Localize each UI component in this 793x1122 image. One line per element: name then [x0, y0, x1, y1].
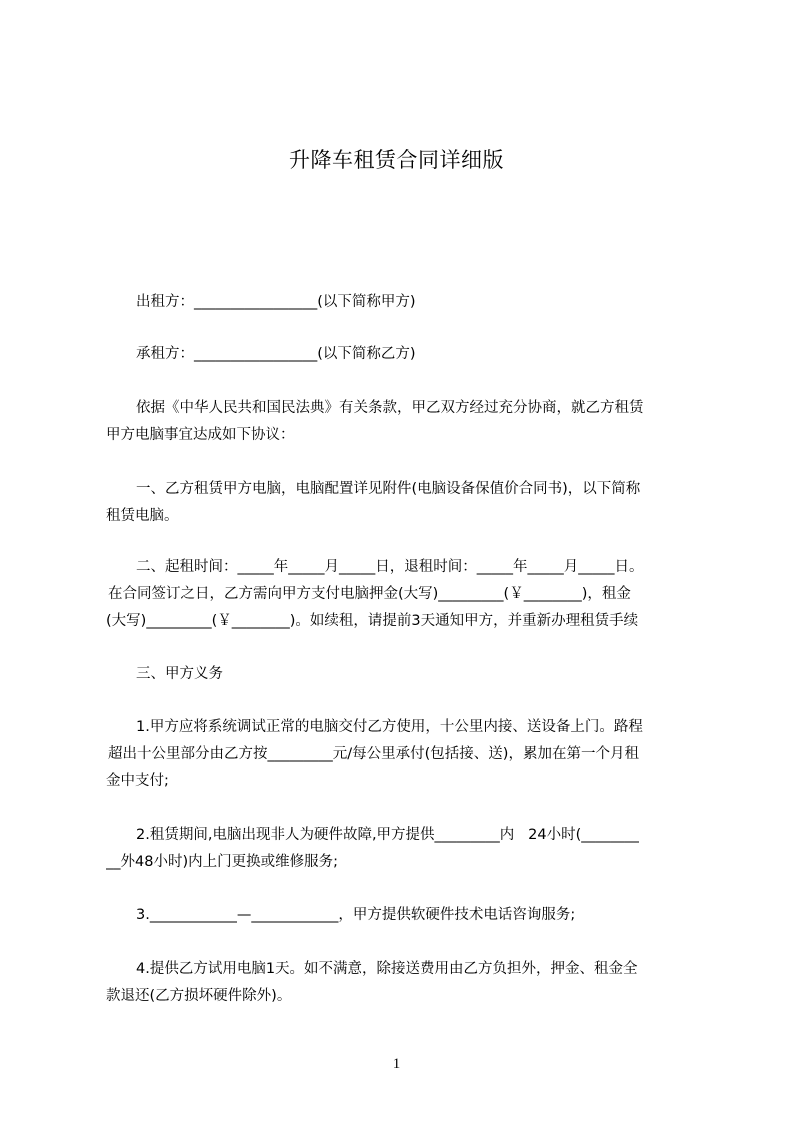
- item-3-line: 3.____________—____________，甲方提供软硬件技术电话咨询服务;: [136, 907, 576, 923]
- clause-2-line-2: 在合同签订之日，乙方需向甲方支付电脑押金(大写)_________(￥________)，租金: [108, 586, 631, 602]
- document-title: 升降车租赁合同详细版: [289, 148, 504, 172]
- section-3-heading: 三、甲方义务: [136, 666, 223, 682]
- preamble-line-1: 依据《中华人民共和国民法典》有关条款，甲乙双方经过充分协商，就乙方租赁: [136, 400, 644, 416]
- item-2-line-1: 2.租赁期间,电脑出现非人为硬件故障,甲方提供_________内 24小时(________: [136, 827, 640, 843]
- clause-2-line-3: (大写)_________(￥________)。如续租，请提前3天通知甲方，并重新办理租赁手续: [106, 613, 639, 629]
- clause-1-line-1: 一、乙方租赁甲方电脑，电脑配置详见附件(电脑设备保值价合同书)，以下简称: [136, 481, 641, 497]
- lessor-line: 出租方：_________________(以下简称甲方): [136, 294, 416, 310]
- clause-2-line-1: 二、起租时间：_____年_____月_____日，退租时间：_____年_____月_____日。: [136, 559, 644, 575]
- page-number: 1: [392, 1056, 401, 1072]
- item-4-line-2: 款退还(乙方损坏硬件除外)。: [106, 988, 292, 1004]
- item-1-line-3: 金中支付;: [106, 773, 169, 789]
- preamble-line-2: 甲方电脑事宜达成如下协议：: [106, 427, 295, 443]
- item-1-line-1: 1.甲方应将系统调试正常的电脑交付乙方使用，十公里内接、送设备上门。路程: [136, 719, 643, 735]
- item-4-line-1: 4.提供乙方试用电脑1天。如不满意，除接送费用由乙方负担外，押金、租金全: [136, 961, 638, 977]
- clause-1-line-2: 租赁电脑。: [106, 508, 179, 524]
- item-2-line-2: __外48小时)内上门更换或维修服务;: [106, 854, 338, 870]
- item-1-line-2: 超出十公里部分由乙方按_________元/每公里承付(包括接、送)，累加在第一个月租: [108, 746, 639, 762]
- lessee-line: 承租方：_________________(以下简称乙方): [136, 346, 416, 362]
